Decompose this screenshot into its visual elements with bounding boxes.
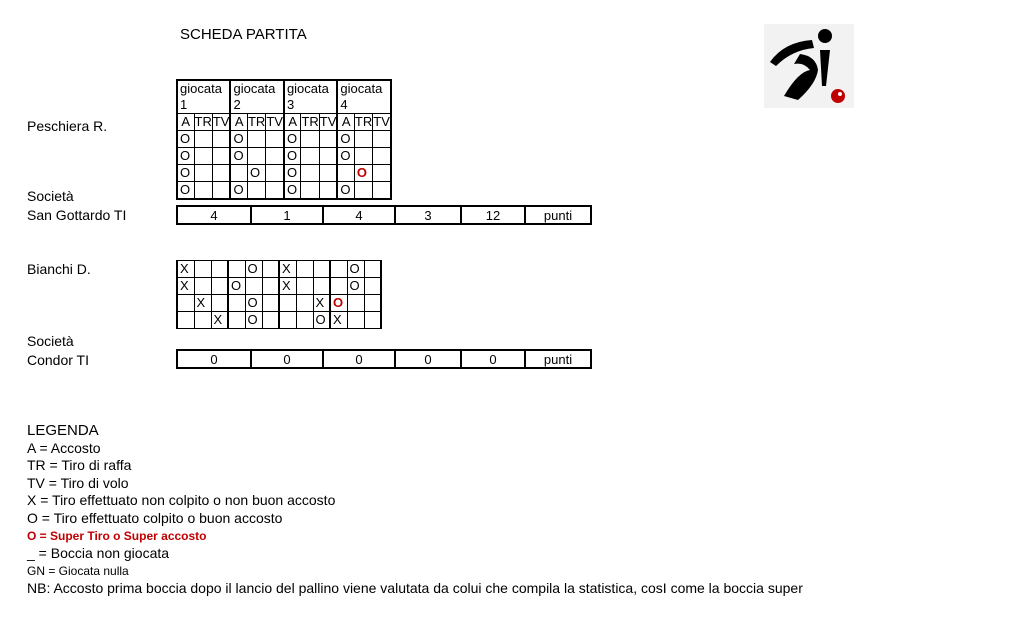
- grid-cell: [301, 148, 319, 165]
- legend: [27, 422, 803, 598]
- giocata-score: 0: [251, 350, 323, 368]
- grid-cell: [279, 295, 296, 312]
- grid-cell: O: [330, 295, 347, 312]
- grid-cell: [194, 182, 212, 200]
- grid-cell: [247, 182, 265, 200]
- col-header: TV: [373, 114, 390, 129]
- score-grid-row: [177, 165, 391, 182]
- grid-cell: [373, 182, 391, 200]
- grid-cell: O: [247, 165, 265, 182]
- col-header: TV: [266, 114, 283, 129]
- grid-cell: O: [354, 165, 372, 182]
- legend-item: _ = Boccia non giocata: [27, 545, 170, 562]
- grid-cell: [364, 261, 381, 278]
- grid-cell: [262, 261, 279, 278]
- grid-cell: [212, 131, 230, 148]
- grid-cell: O: [284, 148, 301, 165]
- player1-societa-label: Società: [27, 188, 74, 204]
- grid-cell: [228, 312, 245, 329]
- grid-cell: [266, 182, 284, 200]
- grid-cell: [266, 131, 284, 148]
- grid-cell: X: [330, 312, 347, 329]
- grid-cell: [296, 261, 313, 278]
- grid-cell: [373, 165, 391, 182]
- col-header: A: [177, 114, 194, 131]
- grid-cell: [354, 148, 372, 165]
- giocata-score: 4: [323, 206, 395, 224]
- col-header: TV: [212, 114, 230, 129]
- grid-cell: O: [245, 295, 262, 312]
- grid-cell: O: [177, 148, 194, 165]
- grid-cell: O: [245, 261, 262, 278]
- player2-societa-label: Società: [27, 333, 74, 349]
- grid-cell: [354, 182, 372, 200]
- legend-item: GN = Giocata nulla: [27, 563, 129, 578]
- player1-score-row: [176, 205, 592, 225]
- grid-cell: O: [228, 278, 245, 295]
- legend-item: O = Tiro effettuato colpito o buon accosto: [27, 509, 283, 526]
- grid-cell: [319, 165, 337, 182]
- giocata-header: giocata 3: [284, 80, 337, 114]
- player1-name: Peschiera R.: [27, 118, 108, 134]
- grid-cell: [354, 131, 372, 148]
- col-header: TR: [194, 114, 212, 129]
- score-grid-row: [177, 312, 381, 329]
- grid-cell: O: [284, 182, 301, 200]
- grid-cell: X: [194, 295, 211, 312]
- grid-cell: [364, 295, 381, 312]
- grid-cell: [228, 295, 245, 312]
- giocata-header: giocata 2: [230, 80, 283, 114]
- giocata-score: 0: [177, 350, 251, 368]
- legend-item: TR = Tiro di raffa: [27, 457, 132, 474]
- giocata-score: 4: [177, 206, 251, 224]
- score-grid-row: [177, 182, 391, 200]
- grid-cell: O: [177, 165, 194, 182]
- col-header: A: [230, 114, 247, 131]
- grid-cell: [364, 312, 381, 329]
- grid-cell: O: [347, 278, 364, 295]
- col-header: TR: [301, 114, 319, 129]
- legend-item-super: O = Super Tiro o Super accosto: [27, 528, 207, 543]
- total-score: 0: [461, 350, 525, 368]
- grid-cell: X: [177, 261, 194, 278]
- grid-cell: [330, 261, 347, 278]
- grid-cell: [211, 278, 228, 295]
- grid-cell: [245, 278, 262, 295]
- grid-cell: [313, 261, 330, 278]
- grid-cell: O: [337, 182, 354, 200]
- grid-cell: [177, 312, 194, 329]
- grid-cell: O: [313, 312, 330, 329]
- grid-cell: O: [337, 131, 354, 148]
- giocata-score: 0: [323, 350, 395, 368]
- legend-item: A = Accosto: [27, 439, 101, 456]
- legend-note: NB: Accosto prima boccia dopo il lancio del pallino viene valutata da colui che compila la statistica, cosI come la boccia super: [27, 580, 803, 597]
- grid-cell: [194, 278, 211, 295]
- grid-cell: X: [177, 278, 194, 295]
- score-grid-row: [177, 131, 391, 148]
- grid-cell: [211, 295, 228, 312]
- punti-label: punti: [525, 206, 591, 224]
- grid-cell: [262, 278, 279, 295]
- grid-cell: [347, 295, 364, 312]
- player1-societa: San Gottardo TI: [27, 207, 127, 223]
- grid-cell: [230, 165, 247, 182]
- grid-cell: [211, 261, 228, 278]
- giocata-header: giocata 1: [177, 80, 230, 114]
- grid-cell: [194, 312, 211, 329]
- grid-cell: [296, 278, 313, 295]
- grid-cell: X: [313, 295, 330, 312]
- giocata-header: giocata 4: [337, 80, 390, 114]
- grid-cell: O: [230, 131, 247, 148]
- player2-name: Bianchi D.: [27, 261, 91, 277]
- grid-cell: [266, 165, 284, 182]
- grid-cell: [266, 148, 284, 165]
- grid-cell: [373, 148, 391, 165]
- score-grid-row: [177, 148, 391, 165]
- grid-cell: [262, 312, 279, 329]
- grid-cell: [364, 278, 381, 295]
- grid-cell: X: [211, 312, 228, 329]
- grid-cell: O: [347, 261, 364, 278]
- giocata-score: 1: [251, 206, 323, 224]
- score-grid-row: [177, 278, 381, 295]
- grid-cell: [212, 165, 230, 182]
- grid-cell: O: [230, 148, 247, 165]
- grid-cell: [373, 131, 391, 148]
- grid-cell: [247, 131, 265, 148]
- grid-cell: [177, 295, 194, 312]
- grid-cell: [212, 148, 230, 165]
- grid-cell: O: [284, 131, 301, 148]
- grid-cell: [301, 131, 319, 148]
- grid-cell: [319, 182, 337, 200]
- grid-cell: [279, 312, 296, 329]
- grid-cell: [194, 131, 212, 148]
- grid-cell: [301, 165, 319, 182]
- col-header: TR: [247, 114, 266, 129]
- grid-cell: [296, 295, 313, 312]
- grid-cell: X: [279, 278, 296, 295]
- bocce-player-logo-icon: [764, 24, 854, 108]
- grid-cell: O: [284, 165, 301, 182]
- grid-cell: [228, 261, 245, 278]
- player1-grid: [176, 79, 392, 200]
- grid-cell: [194, 148, 212, 165]
- grid-cell: O: [245, 312, 262, 329]
- grid-cell: [194, 261, 211, 278]
- player2-societa: Condor TI: [27, 352, 89, 368]
- grid-cell: [319, 148, 337, 165]
- giocata-score: 3: [395, 206, 461, 224]
- col-header: A: [337, 114, 354, 131]
- player2-score-row: [176, 349, 592, 369]
- score-grid-row: [177, 261, 381, 278]
- grid-cell: [212, 182, 230, 200]
- col-header: TR: [354, 114, 373, 129]
- grid-cell: [319, 131, 337, 148]
- player2-grid: [176, 260, 382, 329]
- page-title: SCHEDA PARTITA: [180, 26, 307, 43]
- grid-cell: O: [230, 182, 247, 200]
- score-grid-row: [177, 295, 381, 312]
- legend-item: X = Tiro effettuato non colpito o non buon accosto: [27, 492, 336, 509]
- grid-cell: [313, 278, 330, 295]
- grid-cell: [347, 312, 364, 329]
- col-header: TV: [319, 114, 337, 129]
- giocata-score: 0: [395, 350, 461, 368]
- grid-cell: [296, 312, 313, 329]
- legend-title: LEGENDA: [27, 422, 99, 439]
- grid-cell: [262, 295, 279, 312]
- grid-cell: O: [177, 131, 194, 148]
- grid-cell: [330, 278, 347, 295]
- grid-cell: [247, 148, 265, 165]
- grid-cell: [194, 165, 212, 182]
- grid-cell: X: [279, 261, 296, 278]
- grid-cell: O: [177, 182, 194, 200]
- grid-cell: [337, 165, 354, 182]
- legend-item: TV = Tiro di volo: [27, 474, 129, 491]
- col-header: A: [284, 114, 301, 131]
- total-score: 12: [461, 206, 525, 224]
- punti-label: punti: [525, 350, 591, 368]
- grid-cell: [301, 182, 319, 200]
- grid-cell: O: [337, 148, 354, 165]
